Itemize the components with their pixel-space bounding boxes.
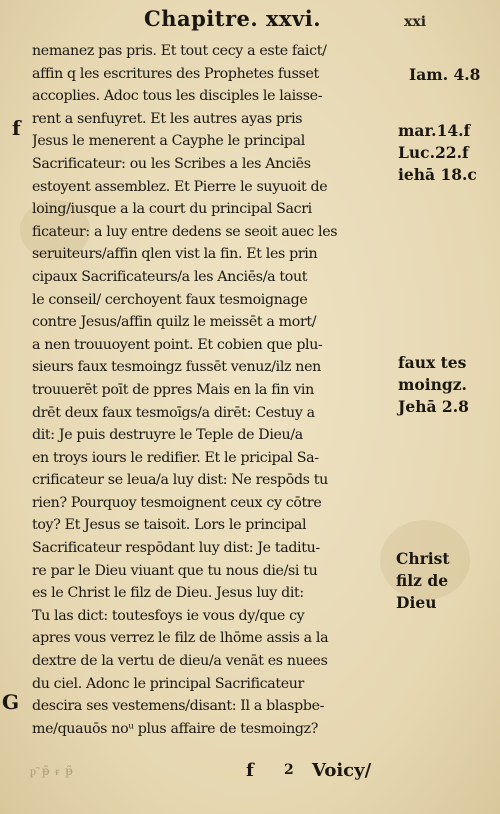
text-line: affin q les escritures des Prophetes fusset [32, 65, 319, 82]
signature-mark: f [246, 760, 254, 781]
text-line: accoplies. Adoc tous les disciples le laisse- [32, 88, 323, 105]
text-line: apres vous verrez le filz de lhōme assis a la [32, 630, 329, 647]
margin-note-line: Jehā 2.8 [398, 397, 469, 416]
margin-note [398, 142, 469, 164]
faded-annotation: ᵱ̃ ᵽ̃ ᵲ ᵽ̃ [30, 764, 74, 778]
margin-note-line: filz de [396, 571, 449, 590]
text-line: cipaux Sacrificateurs/a les Anciēs/a tout [32, 268, 308, 285]
folio-number: xxi [404, 14, 427, 30]
margin-note-line: iehā 18.c [398, 165, 477, 184]
text-line: seruiteurs/affin qlen vist la fin. Et les prin [32, 246, 318, 263]
text-line: es le Christ le filz de Dieu. Jesus luy dit: [32, 585, 304, 602]
margin-note-line: moingz. [398, 375, 467, 394]
margin-note [396, 548, 450, 614]
text-line: dextre de la vertu de dieu/a venāt es nuees [32, 653, 328, 670]
text-line: crificateur se leua/a luy dist: Ne respōds tu [32, 472, 328, 489]
text-line: drēt deux faux tesmoīgs/a dirēt: Cestuy a [32, 404, 315, 421]
margin-note-line: Luc.22.f [398, 143, 469, 162]
margin-note-line: Iam. 4.8 [409, 65, 481, 84]
text-line: descira ses vestemens/disant: Il a blaspbe- [32, 698, 325, 715]
text-line: Sacrificateur respōdant luy dist: Je taditu- [32, 540, 320, 557]
text-line: contre Jesus/affin quilz le meissēt a mort/ [32, 314, 317, 331]
marginal-letter: G [2, 690, 20, 714]
body-text [32, 40, 394, 740]
text-line: estoyent assemblez. Et Pierre le suyuoit de [32, 178, 328, 195]
margin-note [398, 352, 469, 418]
text-line: le conseil/ cerchoyent faux tesmoignage [32, 291, 308, 308]
running-head: Chapitre. xxvi. [144, 6, 322, 31]
margin-note [398, 120, 470, 142]
marginal-letter: f [12, 116, 21, 140]
text-line: ficateur: a luy entre dedens se seoit auec les [32, 223, 338, 240]
text-line: Jesus le menerent a Cayphe le principal [32, 133, 305, 150]
text-line: a nen trouuoyent point. Et cobien que plu- [32, 336, 323, 353]
text-line: rien? Pourquoy tesmoignent ceux cy cōtre [32, 494, 322, 511]
text-line: nemanez pas pris. Et tout cecy a este faict/ [32, 43, 327, 59]
margin-note [398, 164, 477, 186]
text-line: Sacrificateur: ou les Scribes a les Anciēs [32, 155, 311, 172]
signature-number: 2 [284, 762, 294, 778]
text-line: du ciel. Adonc le principal Sacrificateur [32, 675, 304, 692]
text-line: me/quauōs noᵘ plus affaire de tesmoingz? [32, 720, 319, 737]
margin-note-line: faux tes [398, 353, 467, 372]
text-line: en troys iours le redifier. Et le pricipal Sa- [32, 449, 319, 466]
catchword: Voicy/ [312, 760, 372, 781]
text-line: toy? Et Jesus se taisoit. Lors le principal [32, 517, 307, 534]
text-line: Tu las dict: toutesfoys ie vous dy/que cy [32, 607, 305, 624]
margin-note [409, 64, 480, 86]
text-line: trouuerēt poīt de ppres Mais en la fin vin [32, 381, 314, 398]
text-line: rent a senfuyret. Et les autres ayas pris [32, 110, 303, 127]
margin-note-line: Christ [396, 549, 450, 568]
text-line: dit: Je puis destruyre le Teple de Dieu/a [32, 427, 303, 444]
margin-note-line: mar.14.f [398, 121, 471, 140]
margin-note-line: Dieu [396, 593, 437, 612]
text-line: re par le Dieu viuant que tu nous die/si tu [32, 562, 318, 579]
text-line: loing/iusque a la court du principal Sacri [32, 201, 312, 218]
text-line: sieurs faux tesmoingz fussēt venuz/ilz nen [32, 359, 321, 376]
